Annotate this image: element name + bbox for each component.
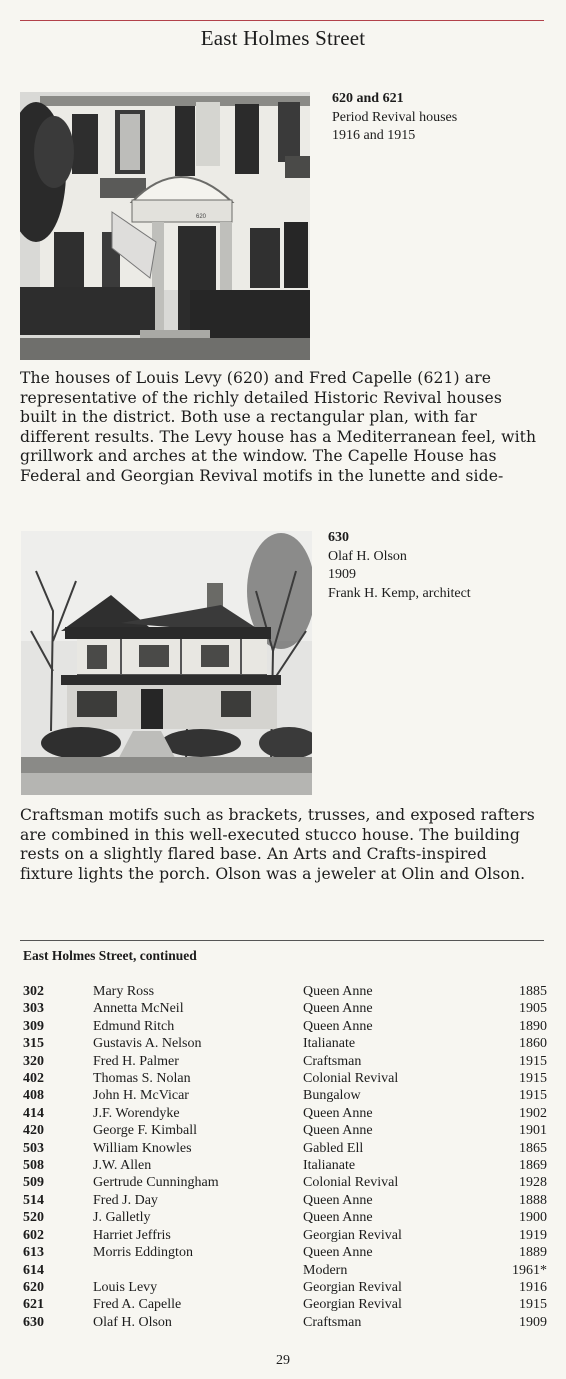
row-style: Bungalow [303,1088,361,1104]
table-row [23,1018,547,1035]
page-number: 29 [276,1353,290,1368]
photo-620-621-houses [20,92,310,360]
top-rule [20,20,544,21]
row-year: 1905 [519,1001,547,1017]
row-owner: Mary Ross [93,984,155,999]
row-style: Italianate [303,1158,356,1174]
table-row [23,1035,547,1052]
row-owner: Harriet Jeffris [93,1227,171,1243]
row-owner: Louis Levy [93,1279,158,1295]
row-year: 1916 [519,1279,547,1295]
text-line: Craftsman motifs such as brackets, trusses, and exposed rafters [20,806,535,824]
table-row [23,1192,547,1209]
row-number: 302 [23,984,44,999]
table-row [23,1053,547,1070]
row-number: 621 [23,1297,44,1313]
row-year: 1915 [519,1071,547,1087]
table-row [23,1227,547,1244]
table-row [23,1296,547,1313]
row-number: 414 [23,1105,44,1121]
row-owner: Gertrude Cunningham [93,1175,219,1191]
text-line: fixture lights the porch. Olson was a jeweler at Olin and Olson. [20,864,526,883]
row-owner: Gustavis A. Nelson [93,1036,202,1052]
table-row [23,1122,547,1139]
row-style: Modern [303,1262,348,1278]
row-year: 1909 [519,1314,547,1330]
row-owner: J.W. Allen [93,1158,152,1174]
table-row [23,983,547,1000]
table-row [23,1279,547,1296]
row-owner: Fred A. Capelle [93,1297,182,1313]
row-year: 1919 [519,1227,547,1243]
text-line: Federal and Georgian Revival motifs in the lunette and side- [20,466,504,485]
row-number: 303 [23,1001,44,1017]
description-620-621 [20,369,546,486]
row-style: Queen Anne [303,1123,373,1139]
row-year: 1889 [519,1245,547,1261]
caption-line: Period Revival houses [332,109,458,125]
row-owner: William Knowles [93,1140,192,1156]
row-owner: Thomas S. Nolan [93,1071,191,1087]
section-rule [20,940,544,941]
row-number: 614 [23,1262,44,1278]
row-owner: Olaf H. Olson [93,1314,172,1330]
row-number: 509 [23,1175,44,1191]
row-year: 1902 [519,1105,547,1121]
row-number: 402 [23,1071,44,1087]
caption-number: 630 [328,530,349,545]
text-line: different results. The Levy house has a Mediterranean feel, with [20,427,537,446]
row-owner: Fred J. Day [93,1192,158,1208]
row-style: Georgian Revival [303,1297,402,1313]
table-row [23,1314,547,1331]
row-year: 1860 [519,1036,547,1052]
table-row [23,1209,547,1226]
caption-number: 620 and 621 [332,91,404,106]
row-owner: J.F. Worendyke [93,1105,180,1121]
row-number: 520 [23,1210,44,1226]
row-year: 1890 [519,1018,547,1034]
caption-line: 1909 [328,567,356,582]
row-year: 1869 [519,1158,547,1174]
row-number: 630 [23,1314,44,1330]
row-style: Colonial Revival [303,1071,399,1087]
house-number-plate: 620 [196,214,207,220]
row-style: Queen Anne [303,1001,373,1017]
table-row [23,1244,547,1261]
row-owner [93,1262,303,1279]
text-line: rests on a slightly flared base. An Arts and Crafts-inspired [20,845,487,863]
table-row [23,1087,547,1104]
caption-line: Olaf H. Olson [328,548,407,564]
description-630 [20,806,546,884]
row-owner: J. Galletly [93,1210,151,1226]
table-row [23,1000,547,1017]
photo-630-olson-house [21,531,312,795]
row-year: 1915 [519,1053,547,1069]
row-style: Queen Anne [303,1105,373,1121]
row-number: 309 [23,1018,44,1034]
row-number: 315 [23,1036,44,1052]
row-style: Craftsman [303,1053,362,1069]
caption-line: Frank H. Kemp, architect [328,585,471,601]
continued-heading: East Holmes Street, continued [23,948,197,963]
row-year: 1901 [519,1123,547,1139]
row-style: Craftsman [303,1314,362,1330]
table-row [23,1157,547,1174]
row-owner: Fred H. Palmer [93,1053,179,1069]
table-row [23,1140,547,1157]
row-number: 514 [23,1192,44,1208]
row-number: 408 [23,1088,44,1104]
table-row [23,1262,547,1279]
row-owner: George F. Kimball [93,1123,197,1139]
row-owner: Annetta McNeil [93,1001,184,1017]
row-style: Georgian Revival [303,1227,402,1243]
row-year: 1888 [519,1192,547,1208]
row-year: 1928 [519,1175,547,1191]
row-year: 1900 [519,1210,547,1226]
row-year: 1915 [519,1297,547,1313]
row-owner: John H. McVicar [93,1088,189,1104]
row-year: 1915 [519,1088,547,1104]
row-year: 1885 [519,984,547,999]
row-style: Colonial Revival [303,1175,399,1191]
page-title: East Holmes Street [200,26,366,50]
row-number: 420 [23,1123,44,1139]
row-number: 320 [23,1053,44,1069]
address-table [23,983,547,1331]
row-number: 508 [23,1158,44,1174]
caption-620-621 [332,90,552,146]
row-number: 503 [23,1140,44,1156]
row-style: Queen Anne [303,1192,373,1208]
row-style: Queen Anne [303,1018,373,1034]
row-year: 1865 [519,1140,547,1156]
caption-line: 1916 and 1915 [332,128,416,143]
table-row [23,1105,547,1122]
text-line: built in the district. Both use a rectangular plan, with far [20,408,477,426]
caption-630 [328,529,558,603]
row-style: Queen Anne [303,1210,373,1226]
row-style: Queen Anne [303,1245,373,1261]
text-line: grillwork and arches at the window. The Capelle House has [20,447,497,465]
text-line: The houses of Louis Levy (620) and Fred Capelle (621) are [20,369,492,387]
row-number: 620 [23,1279,44,1295]
row-style: Gabled Ell [303,1140,364,1156]
table-row [23,1070,547,1087]
row-style: Georgian Revival [303,1279,402,1295]
row-style: Italianate [303,1036,356,1052]
table-row [23,1174,547,1191]
row-year: 1961* [512,1262,547,1278]
text-line: are combined in this well-executed stucco house. The building [20,825,521,844]
row-owner: Edmund Ritch [93,1018,175,1034]
row-owner: Morris Eddington [93,1245,193,1261]
row-style: Queen Anne [303,984,373,999]
text-line: representative of the richly detailed Historic Revival houses [20,388,502,407]
row-number: 613 [23,1245,44,1261]
row-number: 602 [23,1227,44,1243]
